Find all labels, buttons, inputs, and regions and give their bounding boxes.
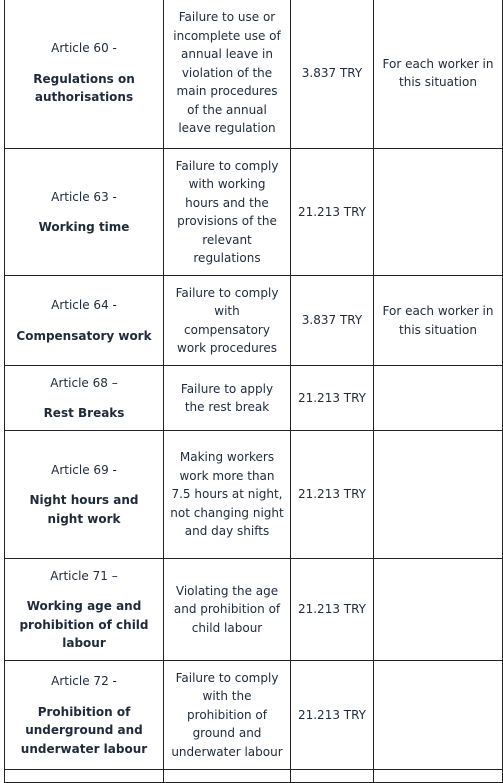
article-number: Article 60 - bbox=[51, 41, 117, 56]
note-cell bbox=[374, 431, 503, 559]
fine-cell: 21.213 TRY bbox=[291, 559, 374, 661]
violation-cell: Violating the age and prohibition of child labour bbox=[164, 559, 291, 661]
fine-cell: 21.213 TRY bbox=[291, 431, 374, 559]
table-row-partial bbox=[5, 770, 503, 783]
table-row bbox=[5, 0, 503, 149]
article-cell bbox=[5, 276, 164, 366]
article-number: Article 69 - bbox=[51, 462, 117, 477]
fine-cell: 21.213 TRY bbox=[291, 149, 374, 276]
note-cell: For each worker in this situation bbox=[374, 0, 503, 149]
table-row bbox=[5, 149, 503, 276]
article-cell bbox=[5, 559, 164, 661]
table-row bbox=[5, 559, 503, 661]
article-number: Article 68 – bbox=[50, 375, 118, 390]
note-cell bbox=[374, 366, 503, 431]
violation-cell: Failure to use or incomplete use of annual leave in violation of the main procedures of the annual leave regulation bbox=[164, 0, 291, 149]
table-row bbox=[5, 431, 503, 559]
article-cell bbox=[5, 149, 164, 276]
table-row bbox=[5, 661, 503, 770]
article-title: Rest Breaks bbox=[43, 406, 125, 420]
note-cell bbox=[374, 770, 503, 783]
article-cell bbox=[5, 0, 164, 149]
note-cell: For each worker in this situation bbox=[374, 276, 503, 366]
article-title: Night hours and night work bbox=[29, 493, 139, 526]
article-cell bbox=[5, 431, 164, 559]
article-number: Article 72 - bbox=[51, 674, 117, 688]
article-number: Article 64 - bbox=[51, 298, 117, 312]
violation-cell bbox=[164, 770, 291, 783]
article-number: Article 63 - bbox=[51, 189, 117, 204]
article-title: Compensatory work bbox=[16, 328, 152, 343]
fine-cell: 21.213 TRY bbox=[291, 661, 374, 770]
note-cell bbox=[374, 559, 503, 661]
penalties-table bbox=[4, 0, 503, 783]
violation-cell: Failure to comply with compensatory work procedures bbox=[164, 276, 291, 366]
article-title: Working age and prohibition of child labour bbox=[19, 599, 149, 650]
fine-cell: 3.837 TRY bbox=[291, 276, 374, 366]
article-cell bbox=[5, 661, 164, 770]
fine-cell bbox=[291, 770, 374, 783]
violation-cell: Failure to comply with the prohibition of ground and underwater labour bbox=[164, 661, 291, 770]
table-row bbox=[5, 276, 503, 366]
violation-cell: Failure to comply with working hours and the provisions of the relevant regulations bbox=[164, 149, 291, 276]
article-cell bbox=[5, 770, 164, 783]
violation-cell: Failure to apply the rest break bbox=[164, 366, 291, 431]
violation-cell: Making workers work more than 7.5 hours at night, not changing night and day shifts bbox=[164, 431, 291, 559]
article-number: Article 71 – bbox=[50, 568, 118, 583]
fine-cell: 21.213 TRY bbox=[291, 366, 374, 431]
article-title: Regulations on authorisations bbox=[33, 71, 135, 105]
note-cell bbox=[374, 149, 503, 276]
article-title: Working time bbox=[38, 220, 130, 234]
article-title: Prohibition of underground and underwater labour bbox=[20, 704, 148, 756]
article-cell bbox=[5, 366, 164, 431]
fine-cell: 3.837 TRY bbox=[291, 0, 374, 149]
note-cell bbox=[374, 661, 503, 770]
table-row bbox=[5, 366, 503, 431]
